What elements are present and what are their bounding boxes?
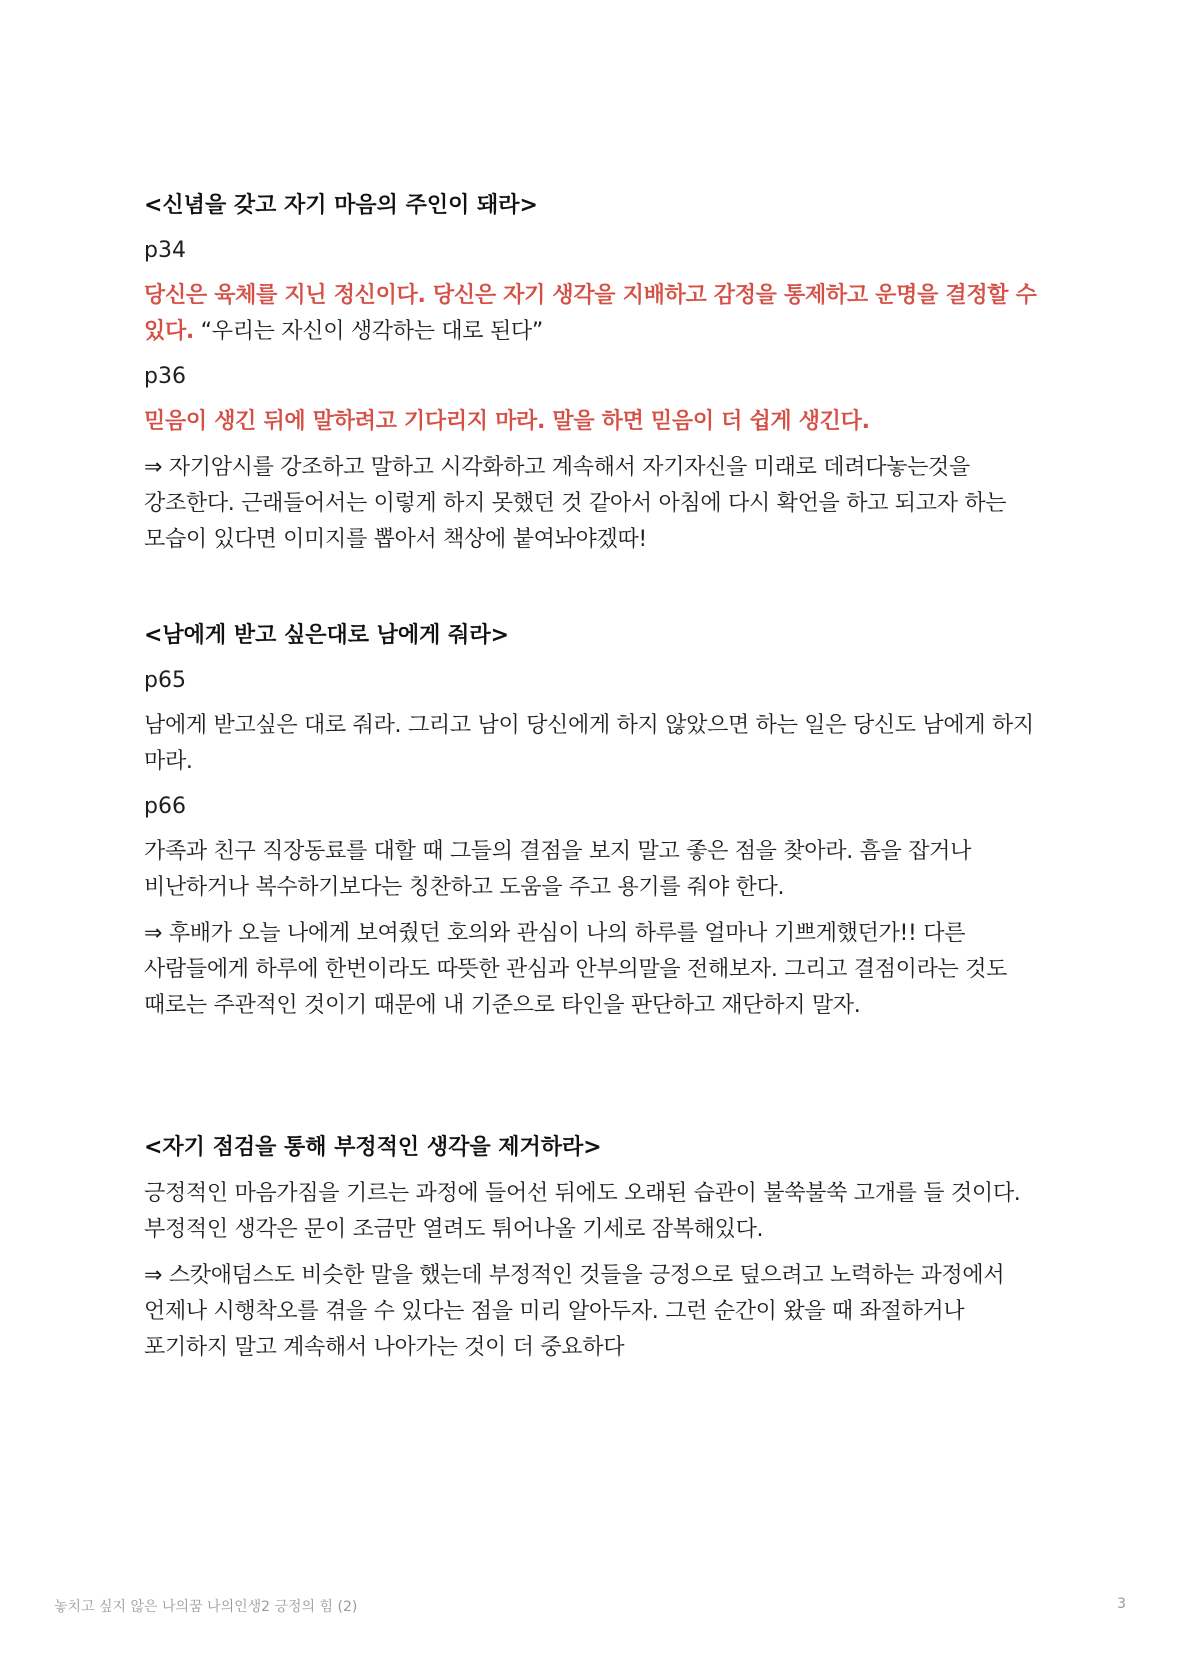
footer-document-title: 놓치고 싶지 않은 나의꿈 나의인생2 긍정의 힘 (2) [54, 1599, 358, 1615]
page-reference: p36 [144, 364, 186, 389]
paragraph-text: “우리는 자신이 생각하는 대로 된다” [193, 319, 543, 344]
section-heading-2: <남에게 받고 싶은대로 남에게 줘라> [144, 623, 510, 648]
page-reference: p65 [144, 668, 186, 693]
page-reference: p66 [144, 794, 186, 819]
quote-paragraph [144, 278, 1044, 350]
section-heading-1: <신념을 갖고 자기 마음의 주인이 돼라> [144, 193, 538, 218]
highlighted-text: 당신은 육체를 지닌 정신이다. 당신은 자기 생각을 지배하고 감정을 통제하고 운명을 결정할 수 있다. [144, 283, 1037, 344]
quote-paragraph: 긍정적인 마음가짐을 기르는 과정에 들어선 뒤에도 오래된 습관이 불쑥불쑥 고개를 들 것이다. 부정적인 생각은 문이 조금만 열려도 튀어나올 기세로 잠복해있다. [144, 1181, 1021, 1242]
reflection-paragraph: ⇒ 스캇애덤스도 비슷한 말을 했는데 부정적인 것들을 긍정으로 덮으려고 노력하는 과정에서 언제나 시행착오를 겪을 수 있다는 점을 미리 알아두자. 그런 순간이 왔을 때 좌절하거나 포기하지 말고 계속해서 나아가는 것이 더 중요하다 [144, 1263, 1005, 1360]
quote-paragraph: 가족과 친구 직장동료를 대할 때 그들의 결점을 보지 말고 좋은 점을 찾아라. 흠을 잡거나 비난하거나 복수하기보다는 칭찬하고 도움을 주고 용기를 줘야 한다. [144, 839, 972, 900]
section-heading-3: <자기 점검을 통해 부정적인 생각을 제거하라> [144, 1135, 602, 1160]
footer-page-number: 3 [1117, 1596, 1126, 1612]
quote-paragraph: 남에게 받고싶은 대로 줘라. 그리고 남이 당신에게 하지 않았으면 하는 일은 당신도 남에게 하지 마라. [144, 713, 1034, 774]
page-reference: p34 [144, 238, 186, 263]
document-body [144, 188, 1044, 1376]
reflection-paragraph: ⇒ 후배가 오늘 나에게 보여줬던 호의와 관심이 나의 하루를 얼마나 기쁘게했던가!! 다른 사람들에게 하루에 한번이라도 따뜻한 관심과 안부의말을 전해보자. 그리고 결점이라는 것도 때로는 주관적인 것이기 때문에 내 기준으로 타인을 판단하고 재단하지 말자. [144, 921, 1008, 1018]
quote-paragraph [144, 404, 1044, 440]
page-footer [54, 1596, 1126, 1616]
reflection-paragraph: ⇒ 자기암시를 강조하고 말하고 시각화하고 계속해서 자기자신을 미래로 데려다놓는것을 강조한다. 근래들어서는 이렇게 하지 못했던 것 같아서 아침에 다시 확언을 하고 되고자 하는 모습이 있다면 이미지를 뽑아서 책상에 붙여놔야겠따! [144, 455, 1007, 552]
highlighted-text: 믿음이 생긴 뒤에 말하려고 기다리지 마라. 말을 하면 믿음이 더 쉽게 생긴다. [144, 409, 870, 434]
